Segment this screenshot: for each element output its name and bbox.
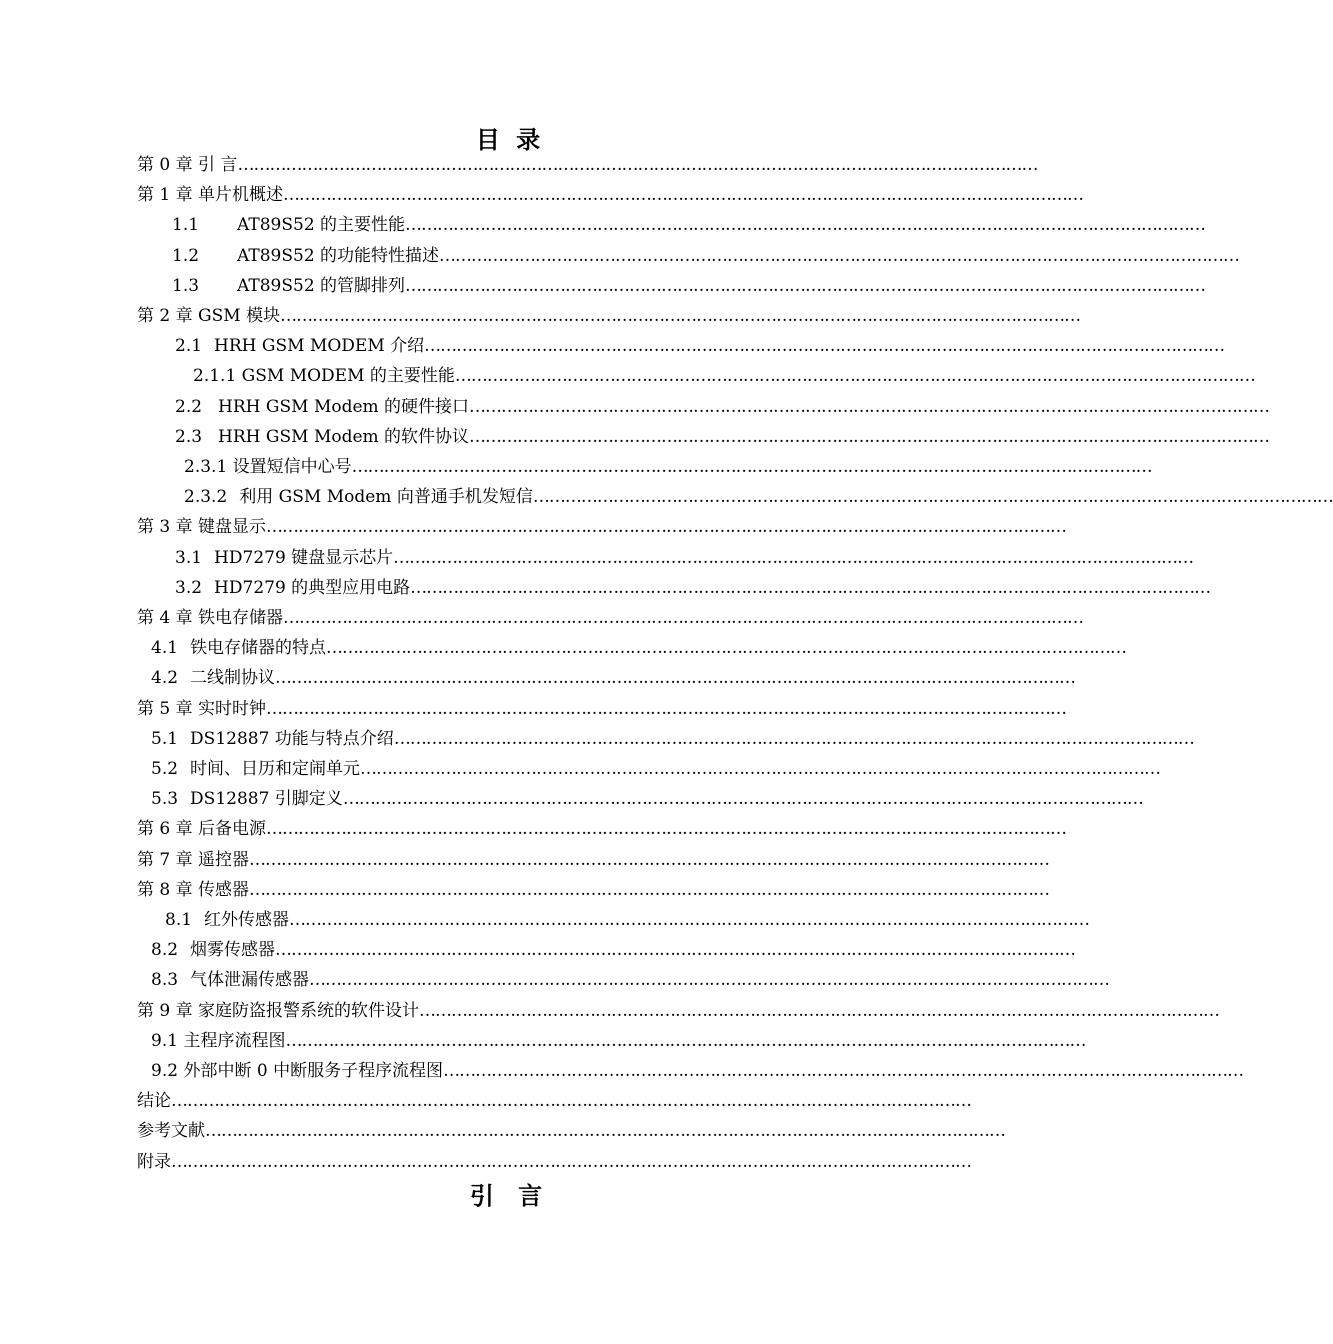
toc-entry[interactable] [172,241,1240,271]
toc-entry-title: 第 3 章 键盘显示 [137,517,267,538]
toc-entry-title: 9.2 外部中断 0 中断服务子程序流程图 [151,1061,444,1081]
toc-entry-number: 2.2 [175,396,203,417]
toc-entry-title: HD7279 键盘显示芯片 [214,547,394,568]
toc-entry-leader-dots: …………………………………………………………………………………………………………………………………… [283,185,1084,206]
toc-entry-leader-dots: …………………………………………………………………………………………………………………………………… [171,1091,971,1112]
toc-entry-leader-dots: …………………………………………………………………………………………………………………………………… [285,1030,1086,1051]
toc-entry-leader-dots: …………………………………………………………………………………………………………………………………… [405,275,1206,296]
toc-entry-title: 2.1.1 GSM MODEM 的主要性能 [193,366,455,387]
toc-entry[interactable] [137,845,1050,875]
toc-entry-title: 烟雾传感器 [190,940,276,961]
toc-entry-leader-dots: …………………………………………………………………………………………………………………………………… [249,879,1050,900]
toc-entry[interactable] [184,482,1333,512]
toc-entry-leader-dots: …………………………………………………………………………………………………………………………………… [266,698,1067,719]
toc-entry-title: 第 9 章 家庭防盗报警系统的软件设计 [137,1000,420,1021]
toc-entry-leader-dots: …………………………………………………………………………………………………………………………………… [439,245,1240,266]
toc-entry[interactable] [137,875,1050,905]
toc-entry-number: 5.2 [151,759,179,779]
toc-entry[interactable] [137,512,1067,542]
toc-entry-leader-dots: …………………………………………………………………………………………………………………………………… [237,155,1038,175]
toc-entry-number: 3.1 [175,547,203,568]
toc-entry-leader-dots: …………………………………………………………………………………………………………………………………… [283,608,1084,628]
toc-entry-leader-dots: …………………………………………………………………………………………………………………………………… [266,517,1067,538]
toc-entry-title: 利用 GSM Modem 向普通手机发短信 [239,487,533,508]
toc-entry-number: 5.3 [151,789,179,810]
toc-entry-leader-dots: …………………………………………………………………………………………………………………………………… [280,306,1081,326]
toc-entry-title: HRH GSM Modem 的软件协议 [218,426,470,447]
toc-entry[interactable] [137,1116,1005,1146]
toc-entry-leader-dots: …………………………………………………………………………………………………………………………………… [266,819,1067,840]
toc-entry-title: AT89S52 的主要性能 [237,215,406,236]
toc-entry-leader-dots: …………………………………………………………………………………………………………………………………… [249,849,1050,870]
toc-entry[interactable] [175,573,1211,603]
toc-entry-leader-dots: …………………………………………………………………………………………………………………………………… [309,970,1110,991]
toc-entry[interactable] [165,905,1090,935]
toc-entry-title: 9.1 主程序流程图 [151,1030,286,1051]
toc-entry-leader-dots: …………………………………………………………………………………………………………………………………… [205,1121,1005,1142]
toc-entry[interactable] [151,1056,1244,1086]
toc-entry-leader-dots: …………………………………………………………………………………………………………………………………… [342,789,1143,810]
toc-entry-title: 参考文献 [137,1121,205,1142]
toc-entry-number: 2.3.2 [184,487,228,508]
toc-entry-number: 1.1 [172,215,200,236]
toc-entry-leader-dots: …………………………………………………………………………………………………………………………………… [532,487,1333,508]
toc-entry-leader-dots: …………………………………………………………………………………………………………………………………… [469,396,1270,417]
toc-entry-number: 1.3 [172,275,200,296]
toc-entry[interactable] [184,452,1152,482]
toc-entry-title: 第 4 章 铁电存储器 [137,608,284,628]
toc-entry-title: 红外传感器 [204,910,290,930]
toc-entry[interactable] [151,935,1076,965]
toc-entry[interactable] [151,663,1076,693]
toc-entry-title: 附录 [137,1151,171,1172]
toc-entry-leader-dots: …………………………………………………………………………………………………………………………………… [454,366,1255,387]
toc-entry-leader-dots: …………………………………………………………………………………………………………………………………… [275,940,1076,961]
toc-entry[interactable] [137,1147,971,1177]
toc-entry[interactable] [137,150,1038,180]
toc-entry-title: 时间、日历和定闹单元 [190,759,361,779]
toc-entry-title: 二线制协议 [190,668,276,689]
toc-entry-number: 4.2 [151,668,179,689]
toc-entry[interactable] [175,331,1225,361]
toc-entry[interactable] [172,210,1206,240]
toc-entry-title: 第 2 章 GSM 模块 [137,306,281,326]
toc-entry[interactable] [175,392,1270,422]
toc-entry[interactable] [151,633,1127,663]
toc-entry[interactable] [175,422,1270,452]
toc-entry[interactable] [137,996,1220,1026]
toc-entry-number: 8.2 [151,940,179,961]
toc-entry[interactable] [151,1026,1086,1056]
toc-entry[interactable] [151,754,1161,784]
toc-entry-title: 铁电存储器的特点 [190,638,327,659]
toc-entry-title: DS12887 引脚定义 [190,789,343,810]
toc-entry-leader-dots: …………………………………………………………………………………………………………………………………… [393,547,1194,568]
toc-entry[interactable] [137,180,1084,210]
toc-entry-title: 第 7 章 遥控器 [137,849,250,870]
toc-entry-leader-dots: …………………………………………………………………………………………………………………………………… [275,668,1076,689]
toc-entry-leader-dots: …………………………………………………………………………………………………………………………………… [289,910,1090,930]
toc-entry-title: AT89S52 的功能特性描述 [237,245,440,266]
toc-title: 目 录 [475,125,545,154]
toc-entry-leader-dots: …………………………………………………………………………………………………………………………………… [326,638,1127,659]
toc-entry-leader-dots: …………………………………………………………………………………………………………………………………… [424,336,1225,357]
toc-entry-title: 第 8 章 传感器 [137,879,250,900]
toc-entry[interactable] [151,724,1194,754]
toc-entry[interactable] [172,271,1206,301]
toc-entry-title: 第 5 章 实时时钟 [137,698,267,719]
section-title-introduction: 引 言 [469,1181,551,1210]
toc-entry[interactable] [193,361,1255,391]
toc-entry-leader-dots: …………………………………………………………………………………………………………………………………… [360,759,1161,779]
toc-entry[interactable] [137,694,1067,724]
toc-entry-title: HD7279 的典型应用电路 [214,577,411,598]
toc-entry-title: HRH GSM MODEM 介绍 [214,336,425,357]
toc-entry-leader-dots: …………………………………………………………………………………………………………………………………… [443,1061,1244,1081]
toc-entry-title: 第 6 章 后备电源 [137,819,267,840]
toc-entry-leader-dots: …………………………………………………………………………………………………………………………………… [171,1151,971,1172]
toc-entry-leader-dots: …………………………………………………………………………………………………………………………………… [469,426,1270,447]
toc-entry[interactable] [137,301,1081,331]
toc-entry-number: 4.1 [151,638,179,659]
toc-entry-number: 2.1 [175,336,203,357]
toc-entry-title: 第 1 章 单片机概述 [137,185,284,206]
toc-entry-title: 结论 [137,1091,171,1112]
toc-entry-title: 气体泄漏传感器 [190,970,310,991]
toc-entry-leader-dots: …………………………………………………………………………………………………………………………………… [393,728,1194,749]
toc-entry-title: DS12887 功能与特点介绍 [190,728,394,749]
toc-entry-number: 8.1 [165,910,193,930]
toc-entry-title: HRH GSM Modem 的硬件接口 [218,396,470,417]
toc-entry-number: 5.1 [151,728,179,749]
toc-entry-title: 第 0 章 引 言 [137,155,238,175]
toc-entry-leader-dots: …………………………………………………………………………………………………………………………………… [405,215,1206,236]
toc-entry[interactable] [137,603,1084,633]
toc-entry-leader-dots: …………………………………………………………………………………………………………………………………… [410,577,1211,598]
toc-entry-leader-dots: …………………………………………………………………………………………………………………………………… [419,1000,1220,1021]
toc-entry-number: 1.2 [172,245,200,266]
toc-entry-number: 3.2 [175,577,203,598]
toc-entry[interactable] [151,784,1143,814]
toc-entry-title: AT89S52 的管脚排列 [237,275,406,296]
toc-entry[interactable] [175,543,1194,573]
toc-entry[interactable] [137,814,1067,844]
toc-entry-title: 2.3.1 设置短信中心号 [184,457,352,477]
toc-entry[interactable] [137,1086,971,1116]
toc-entry[interactable] [151,965,1110,995]
toc-entry-leader-dots: …………………………………………………………………………………………………………………………………… [351,457,1152,477]
toc-entry-number: 8.3 [151,970,179,991]
toc-entry-number: 2.3 [175,426,203,447]
